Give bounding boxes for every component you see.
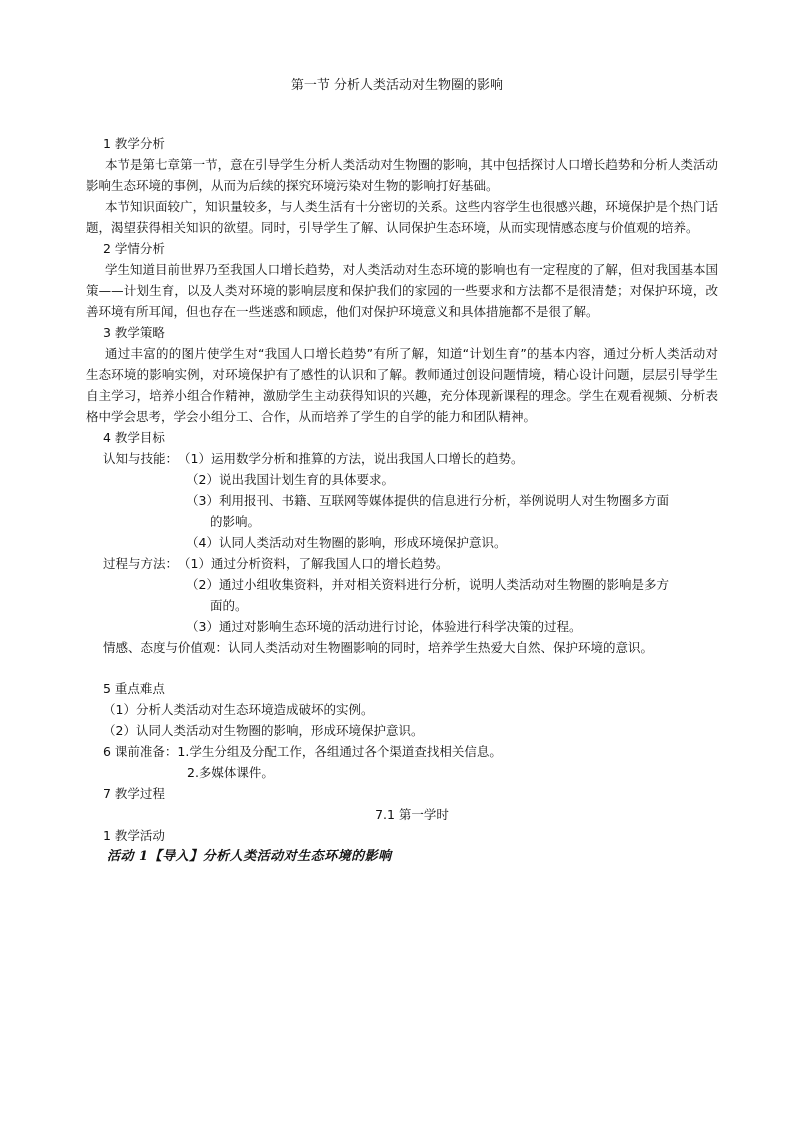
goal-item: （2）说出我国计划生育的具体要求。 xyxy=(186,472,394,487)
activity-heading: 活动 1【导入】分析人类活动对生态环境的影响 xyxy=(107,849,392,864)
paragraph: 本节知识面较广，知识量较多，与人类生活有十分密切的关系。这些内容学生也很感兴趣，环境保护是个热门话题，渴望获得相关知识的欲望。同时，引导学生了解、认同保护生态环境，从而实现情感态度与价值观的培养。 xyxy=(86,199,718,235)
goal-item: （2）通过小组收集资料，并对相关资料进行分析，说明人类活动对生物圈的影响是多方 xyxy=(186,577,669,592)
section-heading-teaching-goals: 4 教学目标 xyxy=(103,430,165,445)
section-heading-teaching-process: 7 教学过程 xyxy=(103,786,165,801)
section-preparation: 6 课前准备：1.学生分组及分配工作，各组通过各个渠道查找相关信息。 xyxy=(103,744,502,759)
paragraph: 本节是第七章第一节，意在引导学生分析人类活动对生物圈的影响，其中包括探讨人口增长趋势和分析人类活动影响生态环境的事例，从而为后续的探究环境污染对生物的影响打好基础。 xyxy=(86,157,718,193)
goal-item: （3）通过对影响生态环境的活动进行讨论，体验进行科学决策的过程。 xyxy=(186,619,582,634)
section-heading-student-analysis: 2 学情分析 xyxy=(103,241,165,256)
subsection-heading: 1 教学活动 xyxy=(103,828,165,843)
goal-item: （1）运用数学分析和推算的方法，说出我国人口增长的趋势。 xyxy=(178,451,524,466)
goal-label: 过程与方法： xyxy=(103,556,179,571)
goal-item: （4）认同人类活动对生物圈的影响，形成环境保护意识。 xyxy=(186,535,507,550)
lesson-title: 7.1 第一学时 xyxy=(375,807,449,822)
goal-group-cognition xyxy=(86,448,718,469)
section-heading-key-points: 5 重点难点 xyxy=(103,681,165,696)
paragraph: 通过丰富的的图片使学生对“我国人口增长趋势”有所了解，知道“计划生育”的基本内容，通过分析人类活动对生态环境的影响实例，对环境保护有了感性的认识和了解。教师通过创设问题情境，精心设计问题，层层引导学生自主学习，培养小组合作精神，激励学生主动获得知识的兴趣，充分体现新课程的理念。学生在观看视频、分析表格中学会思考，学会小组分工、合作，从而培养了学生的自学的能力和团队精神。 xyxy=(86,346,718,424)
goal-item: （1）通过分析资料，了解我国人口的增长趋势。 xyxy=(178,556,449,571)
page-title: 第一节 分析人类活动对生物圈的影响 xyxy=(290,78,504,93)
goal-group-process xyxy=(86,553,718,574)
section-heading-teaching-analysis: 1 教学分析 xyxy=(103,136,165,151)
key-point-item: （1）分析人类活动对生态环境造成破坏的实例。 xyxy=(103,702,374,717)
preparation-item: 2.多媒体课件。 xyxy=(187,765,274,780)
goal-item-continuation: 的影响。 xyxy=(210,514,261,529)
goal-item-continuation: 面的。 xyxy=(210,598,248,613)
goal-label: 认知与技能： xyxy=(103,451,179,466)
goal-group-emotion: 情感、态度与价值观：认同人类活动对生物圈影响的同时，培养学生热爱大自然、保护环境的意识。 xyxy=(103,640,654,655)
section-heading-teaching-strategy: 3 教学策略 xyxy=(103,325,165,340)
document-body xyxy=(86,133,718,867)
key-point-item: （2）认同人类活动对生物圈的影响，形成环境保护意识。 xyxy=(103,723,424,738)
goal-item: （3）利用报刊、书籍、互联网等媒体提供的信息进行分析，举例说明人对生物圈多方面 xyxy=(186,493,669,508)
paragraph: 学生知道目前世界乃至我国人口增长趋势，对人类活动对生态环境的影响也有一定程度的了解，但对我国基本国策——计划生育，以及人类对环境的影响层度和保护我们的家园的一些要求和方法都不是很清楚；对保护环境，改善环境有所耳闻，但也存在一些迷惑和顾虑，他们对保护环境意义和具体措施都不是很了解。 xyxy=(86,262,718,319)
